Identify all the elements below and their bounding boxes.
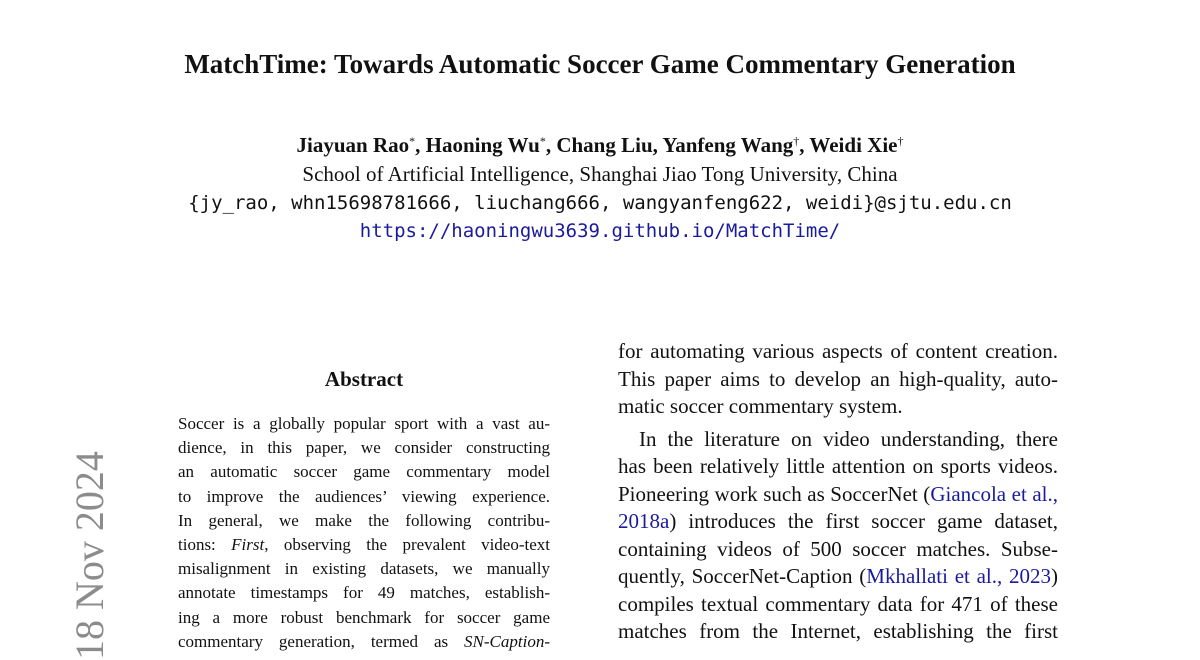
abstract-body <box>178 412 550 654</box>
abstract-line: misalignment in existing datasets, we manually <box>178 559 550 579</box>
arxiv-side-stamp <box>30 400 112 660</box>
intro-text: ) introduces the first soccer game dataset, <box>669 509 1058 533</box>
abstract-line: to improve the audiences’ viewing experience. <box>178 486 550 506</box>
abstract-text: , observing the prevalent video-text <box>264 535 550 555</box>
affiliation: School of Artificial Intelligence, Shanghai Jiao Tong University, China <box>302 162 898 186</box>
intro-line <box>618 481 1058 509</box>
intro-line: for automating various aspects of content creation. <box>618 339 1058 363</box>
intro-line: matic soccer commentary system. <box>618 394 903 418</box>
intro-line: This paper aims to develop an high-quality, auto- <box>618 366 1058 391</box>
abstract-line: Soccer is a globally popular sport with a vast au- <box>178 414 550 433</box>
abstract-line: ing a more robust benchmark for soccer game <box>178 607 550 627</box>
author-name: Chang Liu <box>556 133 653 157</box>
intro-line: matches from the Internet, establishing the first <box>618 619 1058 643</box>
abstract-emphasis: SN-Caption- <box>464 631 550 651</box>
author-list <box>0 130 1200 160</box>
abstract-line: annotate timestamps for 49 matches, establish- <box>178 583 550 603</box>
intro-line: has been relatively little attention on sports videos. <box>618 454 1058 478</box>
author-name: Yanfeng Wang <box>662 133 794 157</box>
abstract-line <box>178 630 550 654</box>
arxiv-date: 18 Nov 2024 <box>67 451 112 660</box>
introduction-column <box>618 338 1058 646</box>
abstract-emphasis: First <box>231 535 265 555</box>
project-url-link[interactable]: https://haoningwu3639.github.io/MatchTime/ <box>359 220 841 242</box>
intro-text: ) <box>1050 564 1058 588</box>
intro-line: containing videos of 500 soccer matches. Subse- <box>618 536 1058 561</box>
intro-line <box>618 563 1058 591</box>
intro-line: compiles textual commentary data for 471 of these <box>618 591 1058 616</box>
author-name: Haoning Wu <box>425 133 540 157</box>
paper-title: MatchTime: Towards Automatic Soccer Game Commentary Generation <box>184 49 1016 79</box>
abstract-heading: Abstract <box>324 367 404 391</box>
intro-text: quently, SoccerNet-Caption ( <box>618 564 867 588</box>
abstract-text: tions: <box>178 535 232 555</box>
abstract-text: commentary generation, termed as <box>178 631 465 651</box>
author-separator: , <box>799 133 810 157</box>
intro-line <box>618 508 1058 536</box>
author-separator: , <box>415 133 426 157</box>
author-mark: † <box>897 134 904 148</box>
citation-link[interactable]: Mkhallati et al., 2023 <box>866 564 1051 588</box>
author-separator: , <box>652 133 663 157</box>
author-mark: * <box>409 134 416 148</box>
author-separator: , <box>545 133 557 157</box>
abstract-line: In general, we make the following contribu- <box>178 510 550 530</box>
abstract-line <box>178 533 550 557</box>
author-name: Weidi Xie <box>809 133 898 157</box>
author-mark: * <box>539 134 546 148</box>
intro-text: Pioneering work such as SoccerNet ( <box>618 481 931 506</box>
citation-link[interactable]: 2018a <box>618 509 670 533</box>
intro-line: In the literature on video understanding, there <box>639 426 1058 451</box>
author-name: Jiayuan Rao <box>296 133 410 157</box>
abstract-line: an automatic soccer game commentary model <box>178 462 550 482</box>
author-emails: {jy_rao, whn15698781666, liuchang666, wangyanfeng622, weidi}@sjtu.edu.cn <box>188 192 1012 214</box>
abstract-line: dience, in this paper, we consider constructing <box>178 438 550 458</box>
author-mark: † <box>793 134 800 148</box>
citation-link[interactable]: Giancola et al., <box>930 481 1059 506</box>
